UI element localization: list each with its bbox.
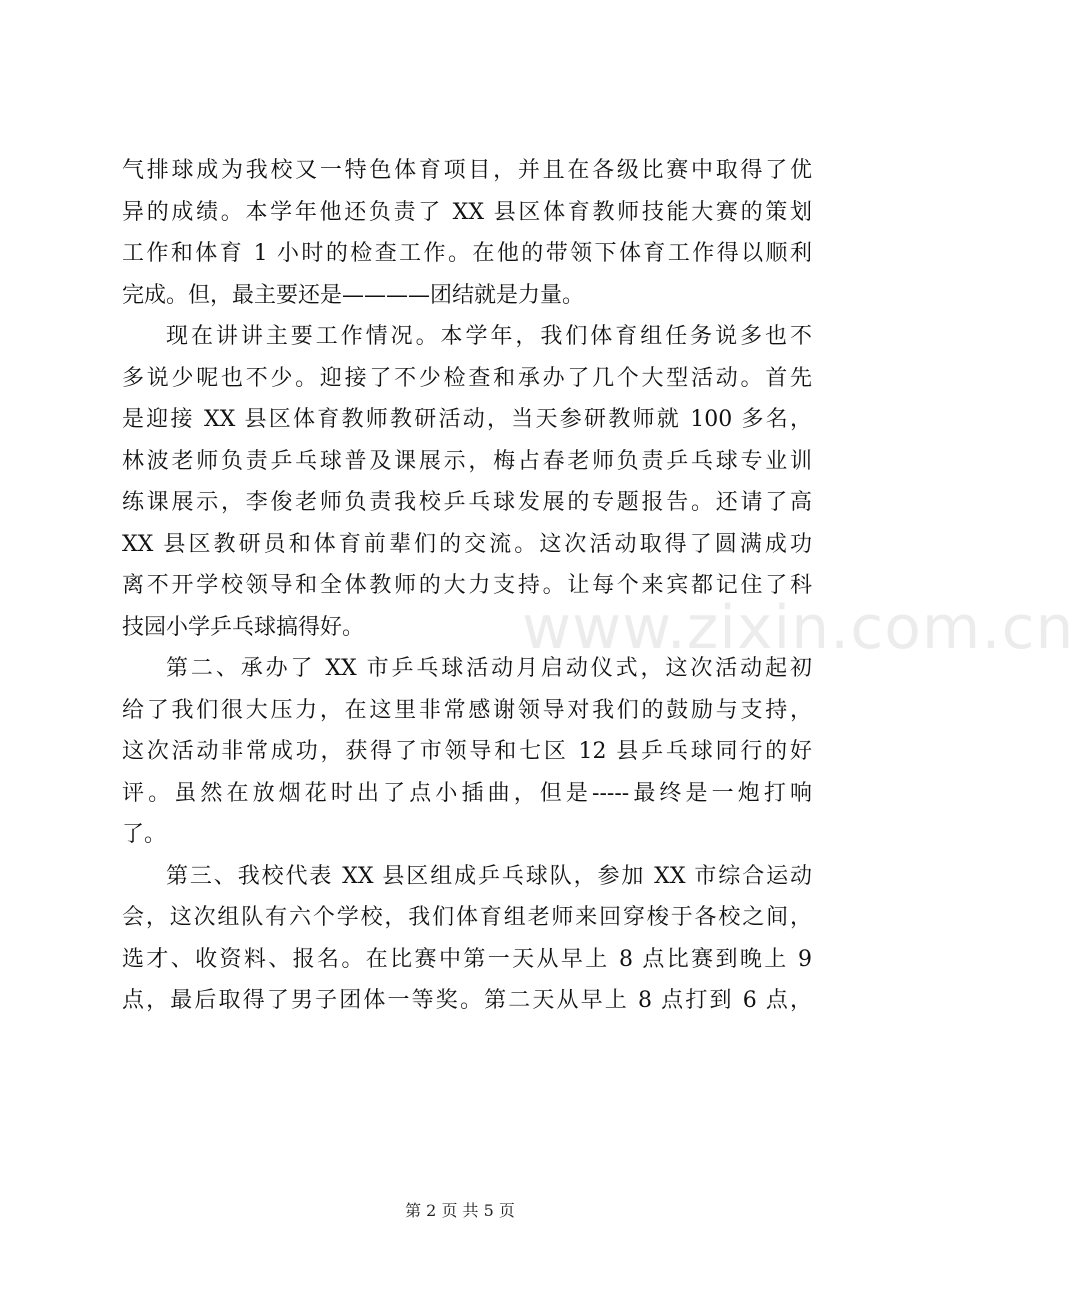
text-line: 评。虽然在放烟花时出了点小插曲，但是-----最终是一炮打响: [122, 780, 812, 806]
paragraph-start-line: 第三、我校代表 XX 县区组成乒乓球队，参加 XX 市综合运动: [166, 863, 812, 889]
text-line: 离不开学校领导和全体教师的大力支持。让每个来宾都记住了科: [122, 573, 812, 598]
text-line: 点，最后取得了男子团体一等奖。第二天从早上 8 点打到 6 点，: [122, 988, 812, 1013]
page-number-footer: 第 2 页 共 5 页: [405, 1201, 515, 1220]
text-line: 这次活动非常成功，获得了市领导和七区 12 县乒乓球同行的好: [122, 739, 812, 764]
text-line: 给了我们很大压力，在这里非常感谢领导对我们的鼓励与支持，: [122, 697, 812, 723]
text-line: 异的成绩。本学年他还负责了 XX 县区体育教师技能大赛的策划: [122, 199, 813, 225]
text-line: 林波老师负责乒乓球普及课展示，梅占春老师负责乒乓球专业训: [122, 448, 812, 474]
text-line: 工作和体育 1 小时的检查工作。在他的带领下体育工作得以顺利: [122, 241, 812, 266]
paragraph-start-line: 第二、承办了 XX 市乒乓球活动月启动仪式，这次活动起初: [166, 656, 812, 681]
text-line: 多说少呢也不少。迎接了不少检查和承办了几个大型活动。首先: [122, 365, 812, 391]
text-line: 是迎接 XX 县区体育教师教研活动，当天参研教师就 100 多名，: [122, 407, 812, 432]
watermark: www.zixin.com.cn: [522, 593, 1074, 663]
text-line: 选才、收资料、报名。在比赛中第一天从早上 8 点比赛到晚上 9: [122, 946, 812, 972]
text-line: XX 县区教研员和体育前辈们的交流。这次活动取得了圆满成功: [122, 531, 812, 557]
text-line: 了。: [122, 822, 167, 847]
text-line: 会，这次组队有六个学校，我们体育组老师来回穿梭于各校之间，: [122, 905, 812, 930]
text-line: 气排球成为我校又一特色体育项目，并且在各级比赛中取得了优: [122, 158, 812, 183]
document-body: [122, 150, 812, 1022]
text-line: 练课展示，李俊老师负责我校乒乓球发展的专题报告。还请了高: [122, 490, 812, 515]
text-line: 技园小学乒乓球搞得好。: [122, 614, 365, 640]
text-line: 完成。但，最主要还是————团结就是力量。: [122, 282, 585, 308]
paragraph-start-line: 现在讲讲主要工作情况。本学年，我们体育组任务说多也不: [166, 324, 812, 349]
